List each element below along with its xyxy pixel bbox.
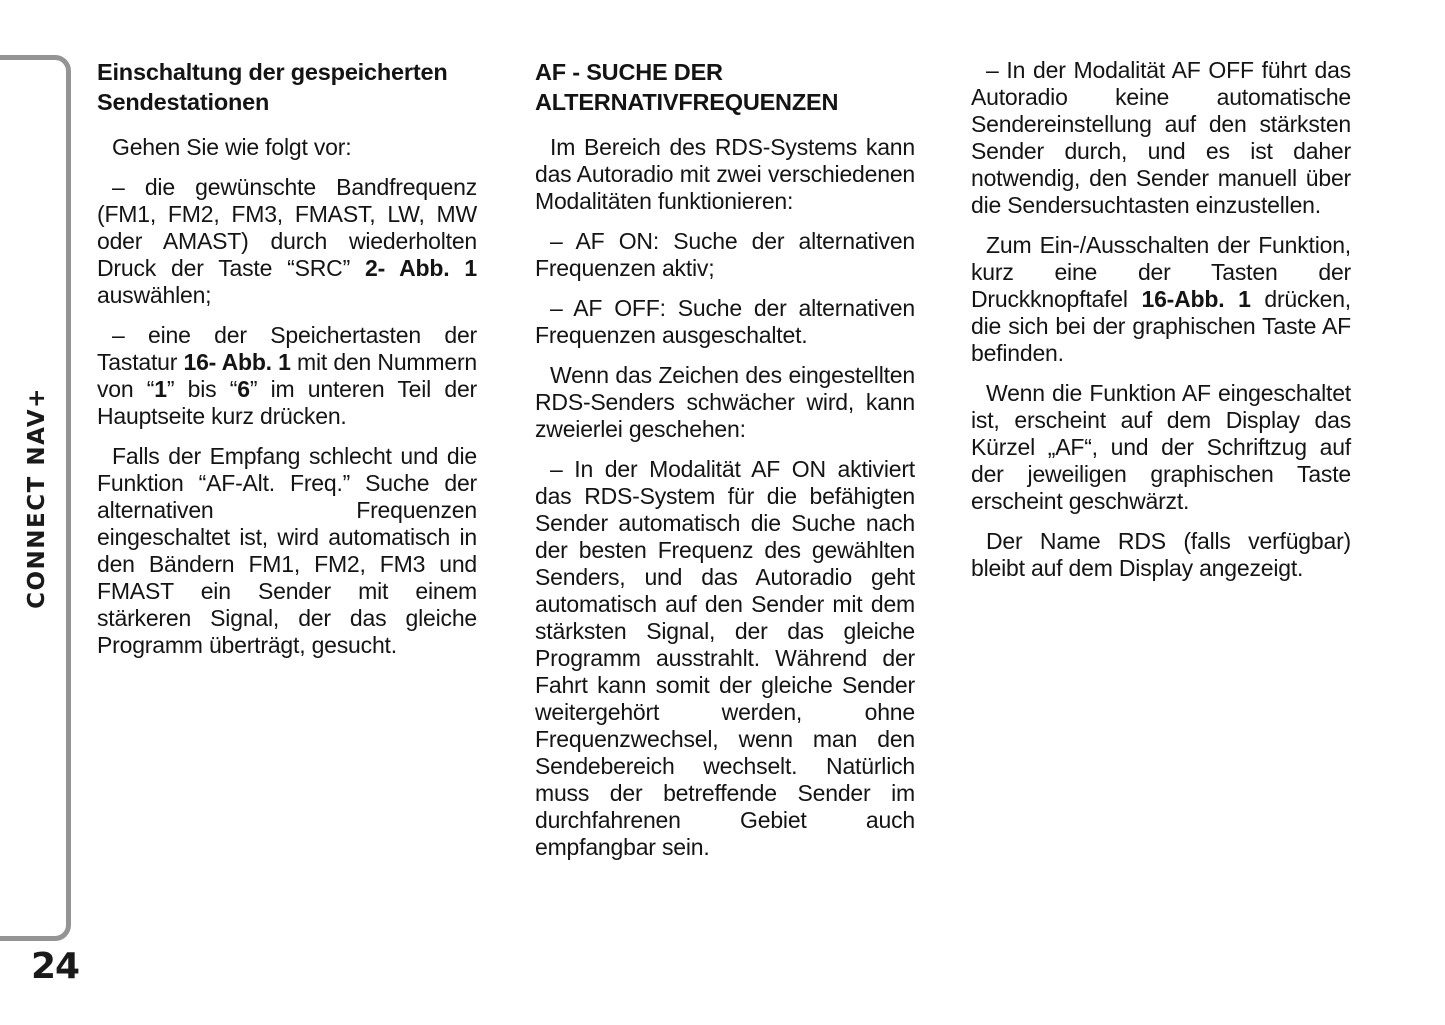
text-run: Der Name RDS (falls verfügbar) bleibt auf dem Display angezeigt. xyxy=(971,528,1351,581)
text-run: Im Bereich des RDS-Systems kann das Autoradio mit zwei verschiedenen Modalitäten funktionieren: xyxy=(535,134,915,214)
text-run: – AF OFF: Suche der alternativen Frequenzen ausgeschaltet. xyxy=(535,295,915,348)
text-run: mit den Nummern von “ xyxy=(97,349,477,402)
column-paragraphs xyxy=(971,57,1351,582)
text-run: 1 xyxy=(154,376,167,402)
paragraph xyxy=(97,443,477,659)
paragraph xyxy=(971,528,1351,582)
text-run: – eine der Speichertasten der Tastatur xyxy=(97,322,477,375)
paragraph xyxy=(97,134,477,161)
section-heading: Einschaltung der gespeicherten Sendestationen xyxy=(97,59,448,115)
text-run: drücken, die sich bei der graphischen Taste AF befinden. xyxy=(971,286,1351,366)
paragraph xyxy=(535,295,915,349)
text-column-2 xyxy=(535,57,915,874)
page-number: 24 xyxy=(31,946,80,987)
text-run: Wenn das Zeichen des eingestellten RDS-Senders schwächer wird, kann zweierlei geschehen: xyxy=(535,362,915,442)
text-run: ” im unteren Teil der Hauptseite kurz drücken. xyxy=(97,376,477,429)
text-run: 16- Abb. 1 xyxy=(183,349,291,375)
text-run: – In der Modalität AF ON aktiviert das RDS-System für die befähigten Sender automatisch die Suche nach der besten Frequenz des gewählten Senders, und das Autoradio geht automatisch auf den Sender mit dem stärksten Signal, der das gleiche Programm ausstrahlt. Während der Fahrt kann somit der gleiche Sender weitergehört werden, ohne Frequenzwechsel, wenn man den Sendebereich wechselt. Natürlich muss der betreffende Sender im durchfahrenen Gebiet auch empfangbar sein. xyxy=(535,456,915,860)
text-run: 16-Abb. 1 xyxy=(1141,286,1251,312)
text-column-3 xyxy=(971,57,1351,595)
section-heading: AF - SUCHE DER ALTERNATIVFREQUENZEN xyxy=(535,59,839,115)
text-run: 2- Abb. 1 xyxy=(364,255,477,281)
text-run: Zum Ein-/Ausschalten der Funktion, kurz eine der Tasten der Druckknopftafel xyxy=(971,232,1351,312)
paragraph xyxy=(97,174,477,309)
text-run: ” bis “ xyxy=(166,376,238,402)
text-run: – die gewünschte Bandfrequenz (FM1, FM2, FM3, FMAST, LW, MW oder AMAST) durch wiederholten Druck der Taste “SRC” xyxy=(97,174,477,281)
paragraph xyxy=(97,322,477,430)
column-paragraphs xyxy=(97,134,477,659)
text-run: 6 xyxy=(237,376,250,402)
paragraph xyxy=(535,228,915,282)
paragraph xyxy=(971,380,1351,515)
paragraph xyxy=(535,456,915,861)
text-run: – In der Modalität AF OFF führt das Autoradio keine automatische Sendereinstellung auf den stärksten Sender durch, und es ist daher notwendig, den Sender manuell über die Sendersuchtasten einzustellen. xyxy=(971,57,1351,218)
column-paragraphs xyxy=(535,134,915,861)
text-run: – AF ON: Suche der alternativen Frequenzen aktiv; xyxy=(535,228,915,281)
text-run: Falls der Empfang schlecht und die Funktion “AF-Alt. Freq.” Suche der alternativen Frequenzen eingeschaltet ist, wird automatisch in den Bändern FM1, FM2, FM3 und FMAST ein Sender mit einem stärkeren Signal, der das gleiche Programm überträgt, gesucht. xyxy=(97,443,477,658)
paragraph xyxy=(535,134,915,215)
paragraph xyxy=(535,362,915,443)
paragraph xyxy=(971,232,1351,367)
text-column-1 xyxy=(97,57,477,672)
paragraph xyxy=(971,57,1351,219)
text-run: Wenn die Funktion AF eingeschaltet ist, erscheint auf dem Display das Kürzel „AF“, und der Schriftzug auf der jeweiligen graphischen Taste erscheint geschwärzt. xyxy=(971,380,1351,514)
text-run: Gehen Sie wie folgt vor: xyxy=(112,134,352,160)
spine-label: CONNECT NAV+ xyxy=(24,387,50,609)
text-run: auswählen; xyxy=(97,282,212,308)
